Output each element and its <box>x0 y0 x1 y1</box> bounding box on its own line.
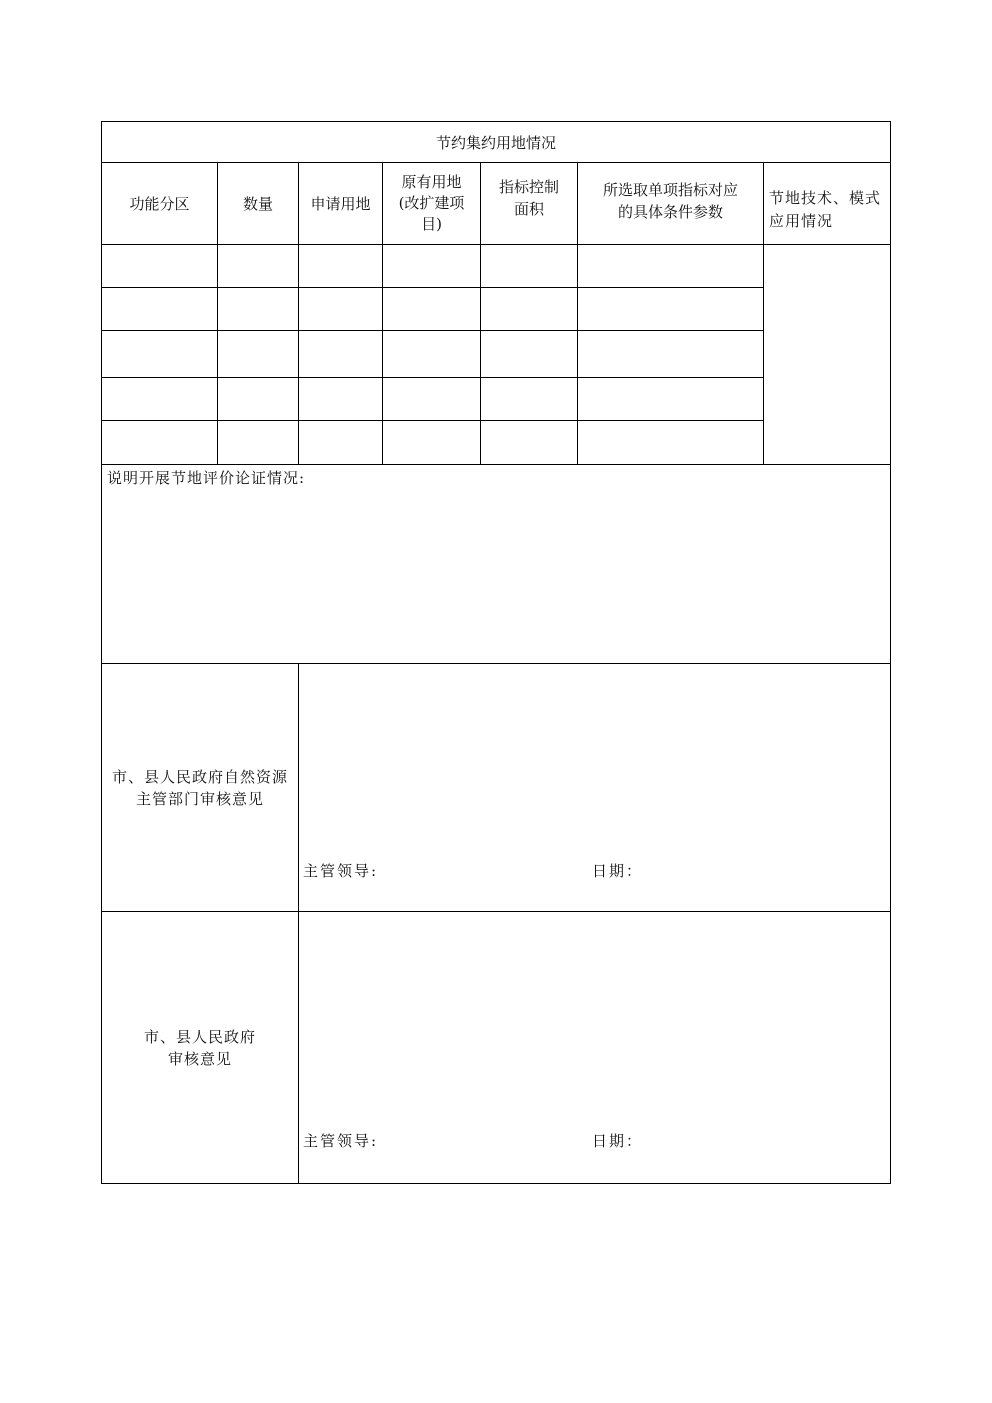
header-divider <box>101 244 891 245</box>
header-tech-line1: 节地技术、模式 <box>769 189 882 207</box>
header-quantity <box>218 163 298 244</box>
header-conditions-line1: 所选取单项指标对应 <box>602 180 738 199</box>
row-divider <box>101 330 764 331</box>
table-divider <box>101 464 891 465</box>
review-col-divider <box>298 663 299 1184</box>
header-index-area-line2: 面积 <box>513 199 544 218</box>
evaluation-label: 说明开展节地评价论证情况: <box>107 469 306 487</box>
header-tech-line2: 应用情况 <box>769 212 834 230</box>
section-title <box>101 122 891 162</box>
review-gov-leader-label: 主管领导: <box>303 1132 379 1150</box>
header-applied-land <box>299 163 382 244</box>
header-tech <box>769 187 881 233</box>
border-right <box>890 121 891 1184</box>
header-functional-zone-label: 功能分区 <box>129 195 190 213</box>
header-quantity-label: 数量 <box>242 195 273 213</box>
review-dept-label <box>102 664 298 911</box>
review-gov-label-line2: 审核意见 <box>167 1049 232 1068</box>
col-divider <box>763 162 764 464</box>
header-index-area-line1: 指标控制 <box>498 177 559 196</box>
review-dept-label-line2: 主管部门审核意见 <box>135 789 264 808</box>
header-index-area <box>481 157 577 238</box>
review-dept-label-line1: 市、县人民政府自然资源 <box>111 767 288 786</box>
row-divider <box>101 287 764 288</box>
review-gov-date-label: 日期： <box>592 1132 644 1150</box>
row-divider <box>101 377 764 378</box>
header-conditions-line2: 的具体条件参数 <box>617 202 723 221</box>
header-original-land <box>383 163 480 244</box>
border-bottom <box>101 1183 891 1184</box>
header-applied-land-label: 申请用地 <box>310 195 371 213</box>
review-dept-leader-label: 主管领导: <box>303 862 379 880</box>
header-original-land-line2: (改扩建项 <box>398 194 465 212</box>
section-title-text: 节约集约用地情况 <box>435 133 556 152</box>
land-use-form <box>101 121 891 1184</box>
header-original-land-line3: 目) <box>421 215 442 233</box>
header-conditions <box>578 160 763 241</box>
row-divider <box>101 420 764 421</box>
review-gov-label <box>102 912 298 1183</box>
review-dept-date-label: 日期： <box>592 862 644 880</box>
review-gov-label-line1: 市、县人民政府 <box>143 1027 256 1046</box>
header-functional-zone <box>102 163 217 244</box>
header-original-land-line1: 原有用地 <box>401 173 462 191</box>
